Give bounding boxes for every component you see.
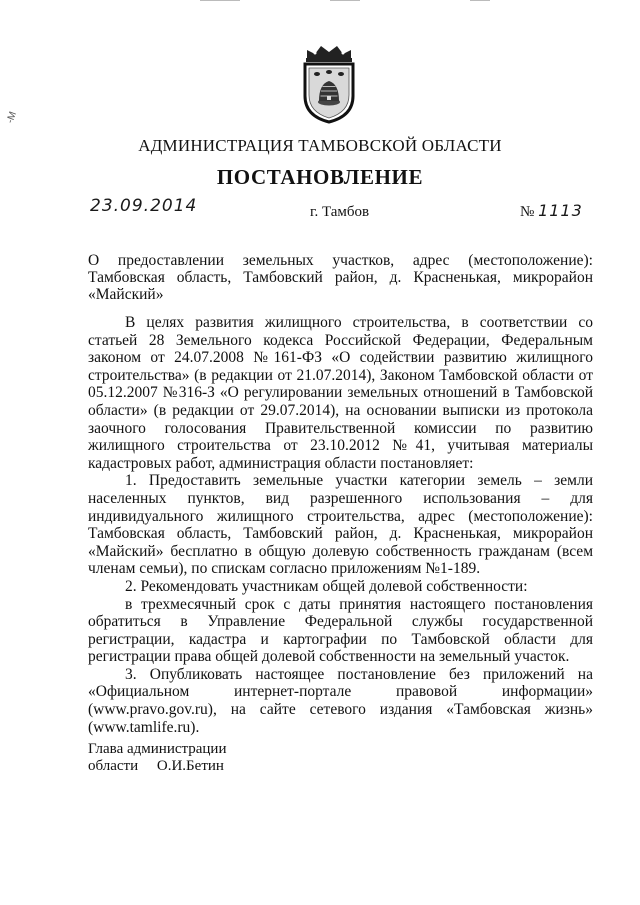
margin-note: -M bbox=[4, 110, 20, 125]
document-subject: О предоставлении земельных участков, адрес (местоположение): Тамбовская область, Тамбовский район, д. Красненькая, микрорайон «Майский» bbox=[88, 252, 593, 303]
signature-name: области О.И.Бетин bbox=[88, 758, 224, 774]
signature-block bbox=[88, 741, 226, 775]
clause-2: 2. Рекомендовать участникам общей долевой собственности: bbox=[125, 577, 528, 595]
tambov-coat-of-arms-icon bbox=[297, 44, 361, 124]
document-city: г. Тамбов bbox=[310, 204, 370, 220]
number-value: 1113 bbox=[538, 201, 583, 220]
document-body bbox=[88, 314, 593, 736]
scan-edge-marks bbox=[0, 0, 640, 2]
clause-1: 1. Предоставить земельные участки категории земель – земли населенных пунктов, вид разрешенного использования – для индивидуального жилищного строительства, адрес (местоположение): Тамбовская область, Тамбовский район, д. Красненькая, микрорайон «Майский» бесплатно в общую долевую собственность гражданам (всем членам семьи), по спискам согласно приложениям №1-189. bbox=[88, 472, 593, 578]
document-date: 23.09.2014 bbox=[90, 196, 198, 216]
number-prefix: № bbox=[520, 204, 535, 220]
document-number bbox=[520, 201, 583, 221]
organization-name: АДМИНИСТРАЦИЯ ТАМБОВСКОЙ ОБЛАСТИ bbox=[138, 136, 502, 155]
document-type-title: ПОСТАНОВЛЕНИЕ bbox=[216, 165, 424, 189]
clause-3: 3. Опубликовать настоящее постановление без приложений на «Официальном интернет-портале правовой информации» (www.pravo.gov.ru), на сайте сетевого издания «Тамбовская жизнь» (www.tamlife.ru). bbox=[88, 665, 593, 736]
preamble-paragraph: В целях развития жилищного строительства, в соответствии со статьей 28 Земельного кодекса Российской Федерации, Федеральным законом от 24.07.2008 №161-ФЗ «О содействии развитию жилищного строительства» (в редакции от 21.07.2014), Законом Тамбовской области от 05.12.2007 №316-З «О регулировании земельных отношений в Тамбовской области» (в редакции от 29.07.2014), на основании выписки из протокола заочного голосования Правительственной комиссии по развитию жилищного строительства от 23.10.2012 №41, учитывая материалы кадастровых работ, администрация области постановляет: bbox=[88, 314, 593, 472]
signature-title: Глава администрации bbox=[88, 741, 227, 757]
clause-2-sub: в трехмесячный срок с даты принятия настоящего постановления обратиться в Управление Федеральной службы государственной регистрации, кадастра и картографии по Тамбовской области для регистрации права общей долевой собственности на земельный участок. bbox=[88, 595, 593, 666]
